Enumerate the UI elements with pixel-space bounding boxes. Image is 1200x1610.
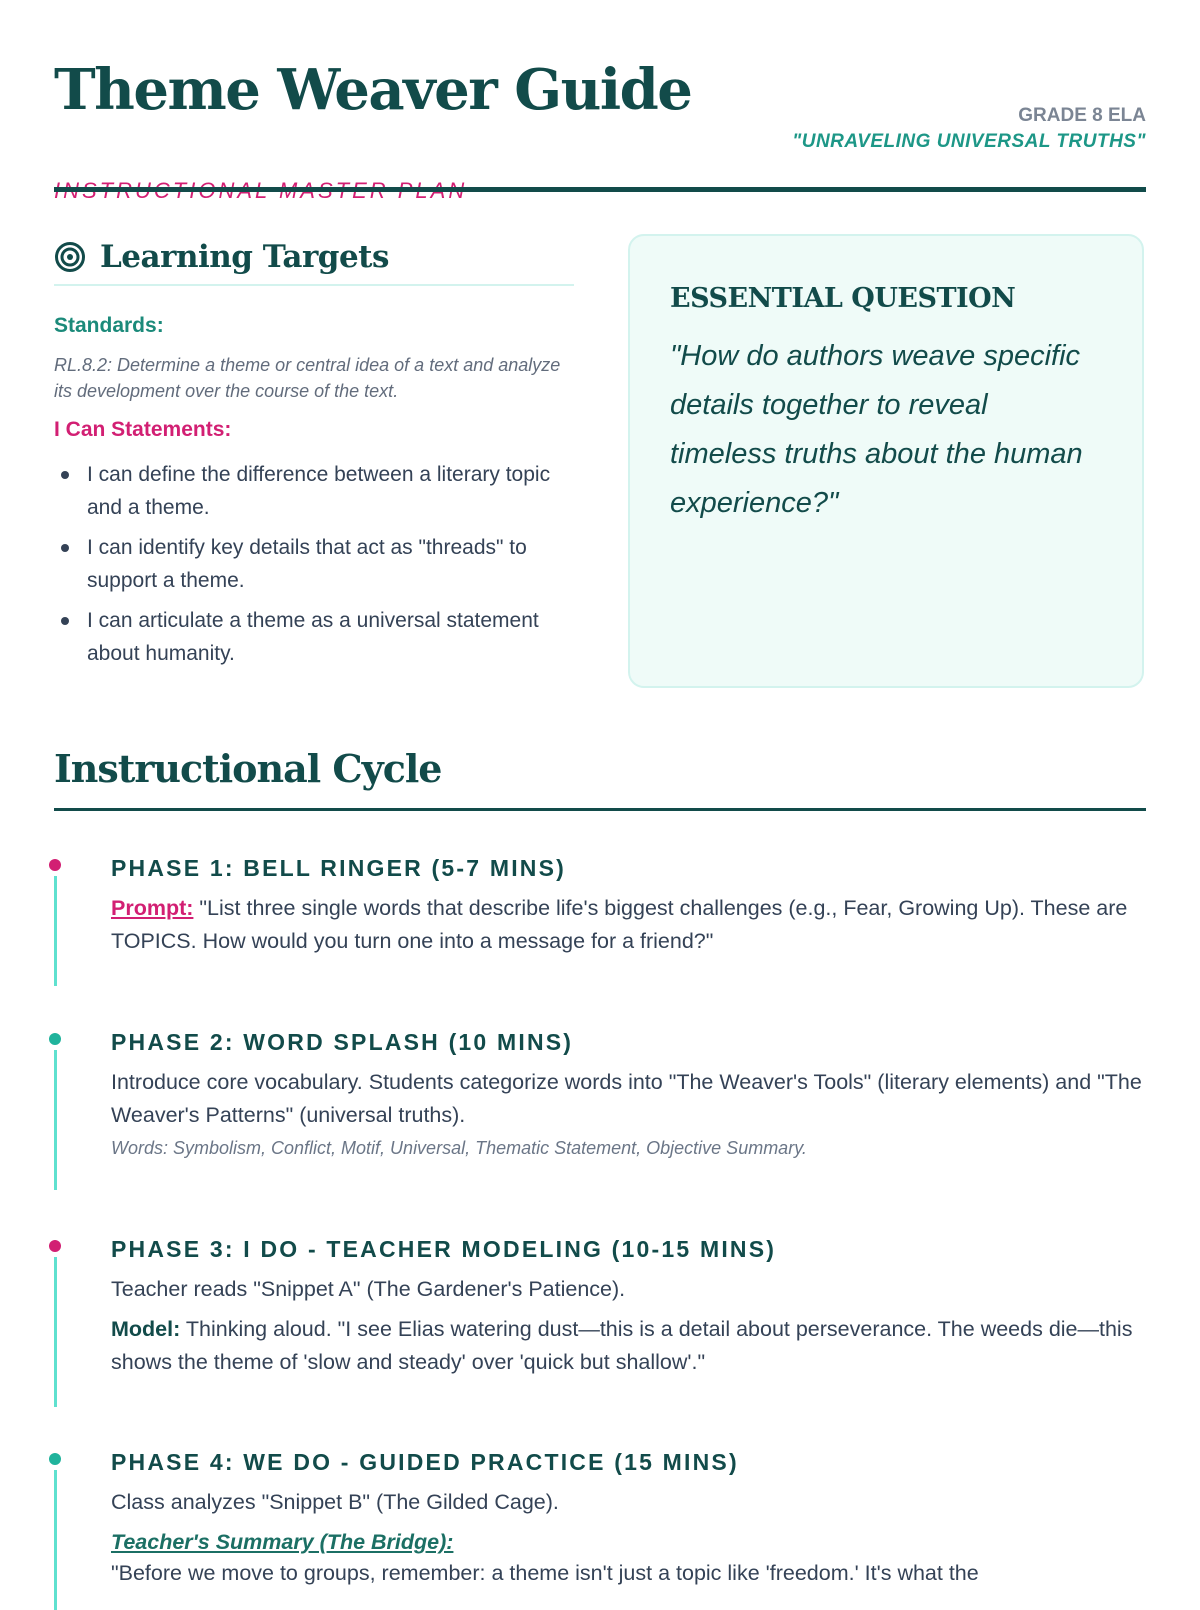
teacher-summary-text: "Before we move to groups, remember: a theme isn't just a topic like 'freedom.' It's what the <box>111 1561 979 1585</box>
target-icon <box>54 241 86 273</box>
model-paragraph <box>111 1313 1146 1379</box>
i-can-item <box>54 531 574 597</box>
phase-3 <box>54 1231 1146 1406</box>
vocabulary-words: Words: Symbolism, Conflict, Motif, Universal, Thematic Statement, Objective Summary. <box>111 1138 807 1158</box>
phase-title: PHASE 1: BELL RINGER (5-7 MINS) <box>111 855 566 881</box>
unit-title: "UNRAVELING UNIVERSAL TRUTHS" <box>792 131 1146 152</box>
phase-title: PHASE 2: WORD SPLASH (10 MINS) <box>111 1029 574 1055</box>
learning-targets-divider <box>54 284 574 286</box>
timeline-dot <box>49 1453 61 1465</box>
timeline-dot <box>49 1240 61 1252</box>
i-can-text: I can articulate a theme as a universal statement about humanity. <box>87 609 539 665</box>
phase-1 <box>54 850 1146 990</box>
learning-targets-heading <box>54 232 574 282</box>
learning-targets-section <box>54 232 574 677</box>
model-text: Thinking aloud. "I see Elias watering dust—this is a detail about perseverance. The weeds die—this shows the theme of 'slow and steady' over 'quick but shallow'." <box>111 1317 1133 1374</box>
instructional-cycle-divider <box>54 808 1146 811</box>
phase-body: Teacher reads "Snippet A" (The Gardener's Patience). <box>111 1277 626 1301</box>
timeline-line <box>54 1050 57 1190</box>
model-label: Model: <box>111 1317 181 1341</box>
prompt-text: "List three single words that describe life's biggest challenges (e.g., Fear, Growing Up). These are TOPICS. How would you turn one into a message for a friend?" <box>111 896 1128 953</box>
i-can-item <box>54 604 574 670</box>
bullet-icon <box>61 544 69 552</box>
phase-body <box>111 892 1146 958</box>
i-can-text: I can identify key details that act as "threads" to support a theme. <box>87 536 527 592</box>
i-can-text: I can define the difference between a literary topic and a theme. <box>87 463 551 519</box>
timeline-line <box>54 1257 57 1407</box>
essential-question-label: ESSENTIAL QUESTION <box>670 283 1016 314</box>
timeline-line <box>54 1470 57 1610</box>
bullet-icon <box>61 617 69 625</box>
prompt-label: Prompt: <box>111 896 194 920</box>
standards-label: Standards: <box>54 314 164 337</box>
page-title: Theme Weaver Guide <box>54 57 692 123</box>
phase-2 <box>54 1024 1146 1194</box>
timeline-dot <box>49 859 61 871</box>
phase-title: PHASE 4: WE DO - GUIDED PRACTICE (15 MINS) <box>111 1449 739 1475</box>
phase-body: Introduce core vocabulary. Students categorize words into "The Weaver's Tools" (literary elements) and "The Weaver's Patterns" (universal truths). <box>111 1070 1142 1127</box>
phase-title: PHASE 3: I DO - TEACHER MODELING (10-15 MINS) <box>111 1236 777 1262</box>
phase-body: Class analyzes "Snippet B" (The Gilded Cage). <box>111 1490 559 1514</box>
grade-label: GRADE 8 ELA <box>1018 105 1146 126</box>
phase-4 <box>54 1444 1146 1600</box>
learning-targets-title: Learning Targets <box>100 239 389 275</box>
essential-question-card <box>628 234 1144 688</box>
instructional-cycle-title: Instructional Cycle <box>54 746 442 791</box>
essential-question-text: "How do authors weave specific details together to reveal timeless truths about the human experience?" <box>670 340 1083 519</box>
i-can-label: I Can Statements: <box>54 418 232 441</box>
standard-text: RL.8.2: Determine a theme or central idea of a text and analyze its development over the course of the text. <box>54 355 561 401</box>
i-can-list <box>54 458 574 670</box>
i-can-item <box>54 458 574 524</box>
teacher-summary-label: Teacher's Summary (The Bridge): <box>111 1530 454 1554</box>
header-divider <box>54 187 1146 192</box>
page-header <box>54 50 1146 194</box>
lesson-plan-page <box>54 0 1146 1600</box>
timeline-dot <box>49 1033 61 1045</box>
timeline-line <box>54 876 57 986</box>
bullet-icon <box>61 471 69 479</box>
